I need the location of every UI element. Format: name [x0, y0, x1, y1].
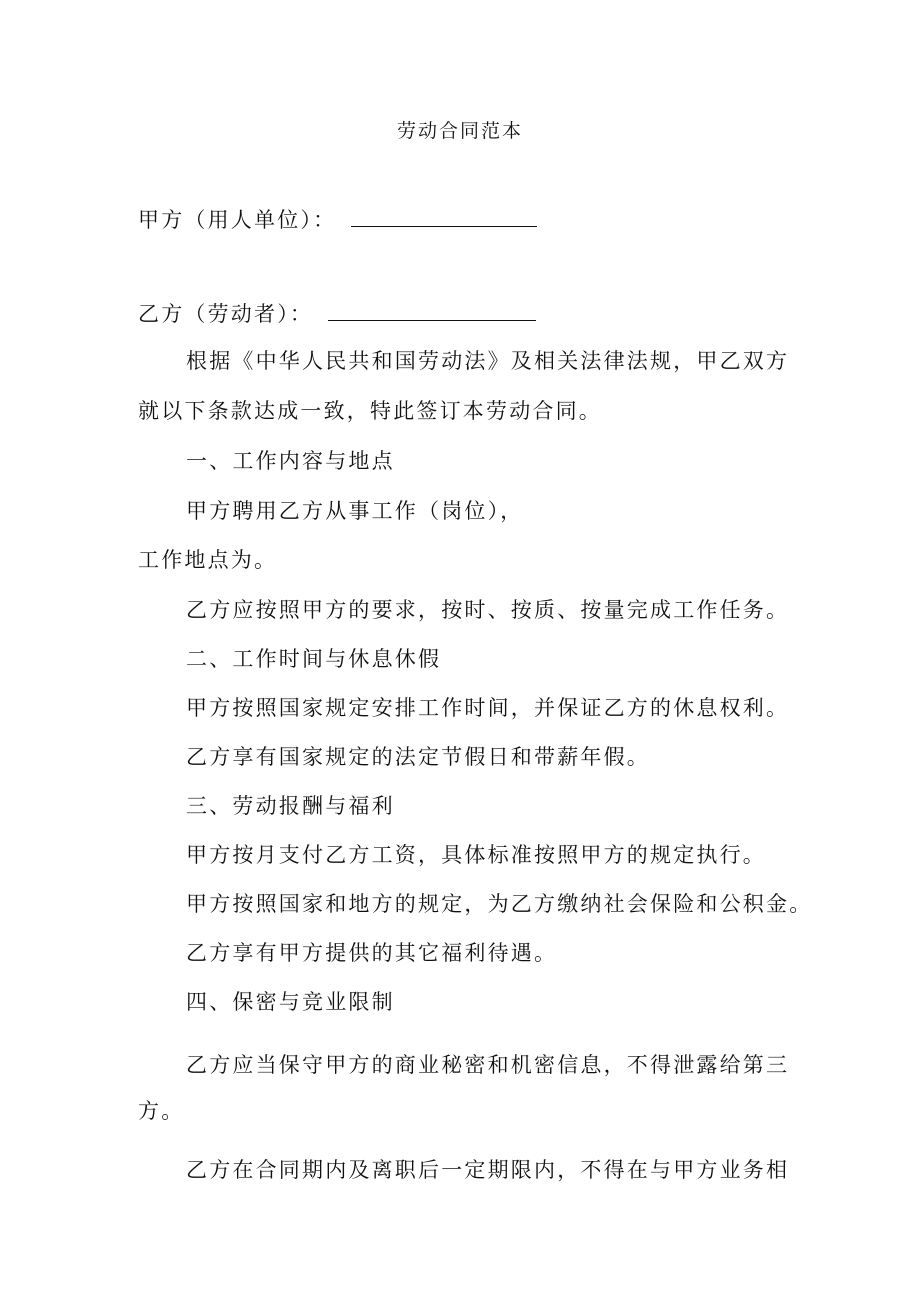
section-heading-1: 一、工作内容与地点	[186, 449, 395, 473]
party-b-label: 乙方（劳动者）：	[138, 302, 314, 326]
paragraph-line: 乙方应当保守甲方的商业秘密和机密信息，不得泄露给第三	[186, 1053, 790, 1077]
paragraph-line: 工作地点为。	[138, 548, 278, 572]
paragraph-line: 乙方应按照甲方的要求，按时、按质、按量完成工作任务。	[186, 598, 790, 622]
party-a-blank[interactable]	[351, 225, 537, 227]
paragraph-line: 乙方享有甲方提供的其它福利待遇。	[186, 941, 558, 965]
party-a-label: 甲方（用人单位）：	[138, 208, 337, 232]
paragraph-line: 甲方按月支付乙方工资，具体标准按照甲方的规定执行。	[186, 843, 766, 867]
paragraph-line: 甲方按照国家规定安排工作时间，并保证乙方的休息权利。	[186, 696, 790, 720]
paragraph-line: 乙方在合同期内及离职后一定期限内，不得在与甲方业务相	[186, 1158, 790, 1182]
paragraph-line: 乙方享有国家规定的法定节假日和带薪年假。	[186, 745, 650, 769]
paragraph-line: 方。	[138, 1099, 185, 1123]
paragraph-line: 甲方聘用乙方从事工作（岗位），	[186, 499, 524, 523]
party-a-row	[138, 205, 537, 235]
section-heading-2: 二、工作时间与休息休假	[186, 647, 442, 671]
document-title: 劳动合同范本	[396, 120, 523, 142]
section-heading-3: 三、劳动报酬与福利	[186, 794, 395, 818]
paragraph-intro-line-2: 就以下条款达成一致，特此签订本劳动合同。	[138, 399, 602, 423]
party-b-row	[138, 299, 536, 329]
paragraph-intro-line-1: 根据《中华人民共和国劳动法》及相关法律法规，甲乙双方	[186, 349, 790, 373]
paragraph-line: 甲方按照国家和地方的规定，为乙方缴纳社会保险和公积金。	[186, 892, 813, 916]
section-heading-4: 四、保密与竞业限制	[186, 990, 395, 1014]
party-b-blank[interactable]	[328, 319, 536, 321]
